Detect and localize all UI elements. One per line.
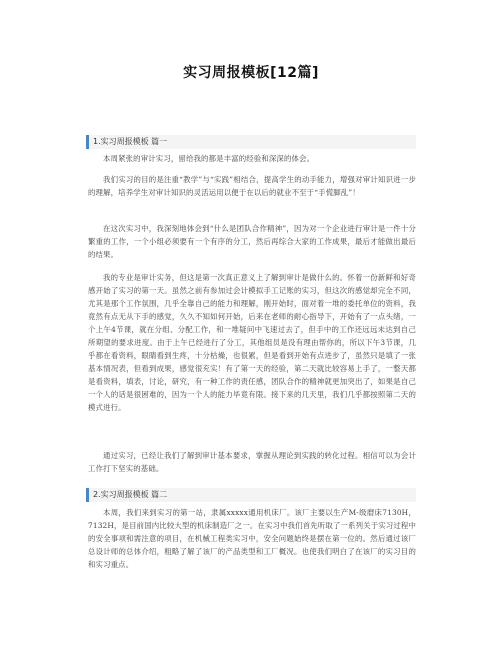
document-title: 实习周报模板[12篇] (183, 65, 319, 81)
section-heading-1: 1.实习周报模板 篇一 (86, 135, 416, 149)
section-heading-2: 2.实习周报模板 篇二 (86, 488, 416, 502)
section-2-paragraph-1: 本周，我们来到实习的第一站，隶属xxxxx通用机床厂。该厂主要以生产M-级磨床7130H，7132H，是目前国内比较大型的机床制造厂之一。在实习中我们首先听取了一系列关于实习过程中的安全事项和需注意的项目，在机械工程类实习中，安全问题始终是摆在第一位的。然后通过该厂总设计师的总体介绍，粗略了解了该厂的产品类型和工厂概况。也使我们明白了在该厂的实习目的和实习重点。 (88, 508, 416, 569)
section-1-paragraph-2: 我们实习的目的是注重“教学”与“实践”相结合，提高学生的动手能力，增强对审计知识进一步的理解，培养学生对审计知识的灵活运用以便于在以后的就业不至于“手慌脚乱”！ (88, 175, 416, 197)
section-1-paragraph-4: 我的专业是审计实务，但这是第一次真正意义上了解到审计是做什么的。怀着一份新鲜和好奇感开始了实习的第一天。虽然之前有参加过会计模拟手工记账的实习，但这次的感觉却完全不同，尤其是那个工作氛围，几乎全靠自己的能力和理解，刚开始时，面对着一堆的委托单位的资料，我竟然有点无从下手的感觉，久久不知如何开始，后来在老师的耐心指导下，开始有了一点头绪，一个上午4节课，就在分组、分配工作，和一堆疑问中飞速过去了，但手中的工作还远远未达到自己所期望的要求进度。由于上午已经进行了分工，其他组员是没有理由帮你的，所以下午3节课，几乎都在看资料，眼睛看到生疼，十分枯燥，也很累，但是看到开始有点进步了，虽然只是填了一张基本情况表，但看到成果，感觉很充实！有了第一天的经验，第二天就比较容易上手了，一整天都是看资料，填表，讨论，研究，有一种工作的责任感，团队合作的精神就更加突出了，如果是自己一个人的话是很困难的，因为一个人的能力毕竟有限。接下来的几天里，我们几乎都按照第二天的模式进行。 (88, 273, 416, 412)
section-1-paragraph-3: 在这次实习中，我深刻地体会到“什么是团队合作精神”，因为对一个企业进行审计是一件十分繁重的工作，一个小组必须要有一个有序的分工，然后再综合大家的工作成果，最后才能做出最后的结果。 (88, 224, 416, 259)
section-1-paragraph-5: 通过实习，已经让我们了解到审计基本要求，掌握从理论到实践的转化过程。相信可以为会计工作打下坚实的基础。 (88, 451, 416, 473)
section-1-paragraph-1: 本周紧张的审计实习，留给我的都是丰富的经验和深深的体会。 (103, 154, 315, 163)
